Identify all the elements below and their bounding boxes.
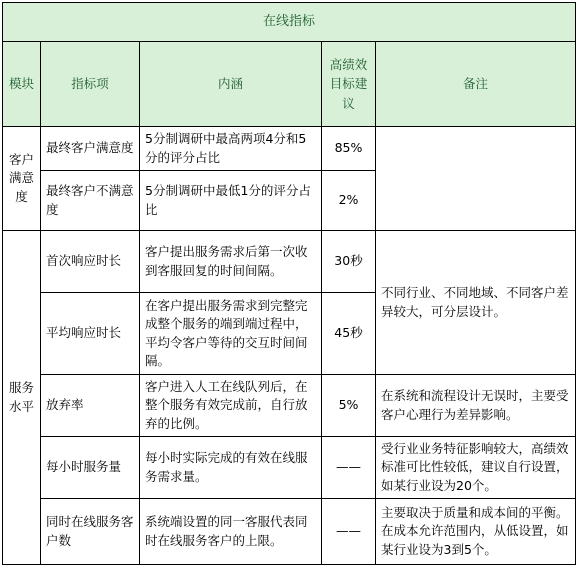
item-cell: 放弃率 [41, 375, 140, 437]
online-indicators-table [2, 2, 576, 565]
target-cell: 85% [322, 127, 376, 171]
shared-remark-cell: 不同行业、不同地域、不同客户差异较大，可分层设计。 [376, 231, 576, 375]
table-row [3, 127, 576, 171]
meaning-cell: 在客户提出服务需求到完整完成整个服务的端到端过程中，平均令客户等待的交互时间间隔。 [140, 293, 322, 375]
table-title: 在线指标 [3, 3, 576, 42]
table-row [3, 231, 576, 293]
table-row [3, 437, 576, 499]
header-item: 指标项 [41, 42, 140, 127]
remark-cell [376, 127, 576, 231]
table-row [3, 375, 576, 437]
header-meaning: 内涵 [140, 42, 322, 127]
module-cell-service-level: 服务水平 [3, 231, 41, 565]
meaning-cell: 每小时实际完成的有效在线服务需求量。 [140, 437, 322, 499]
meaning-cell: 系统端设置的同一客服代表同时在线服务客户的上限。 [140, 499, 322, 565]
header-target: 高绩效目标建议 [322, 42, 376, 127]
target-cell: 30秒 [322, 231, 376, 293]
item-cell: 首次响应时长 [41, 231, 140, 293]
meaning-cell: 客户进入人工在线队列后，在整个服务有效完成前，自行放弃的比例。 [140, 375, 322, 437]
item-cell: 平均响应时长 [41, 293, 140, 375]
item-cell: 最终客户不满意度 [41, 171, 140, 231]
meaning-cell: 5分制调研中最低1分的评分占比 [140, 171, 322, 231]
table-row [3, 499, 576, 565]
target-cell: —— [322, 437, 376, 499]
header-module: 模块 [3, 42, 41, 127]
item-cell: 同时在线服务客户数 [41, 499, 140, 565]
meaning-cell: 5分制调研中最高两项4分和5分的评分占比 [140, 127, 322, 171]
target-cell: 45秒 [322, 293, 376, 375]
item-cell: 每小时服务量 [41, 437, 140, 499]
remark-cell: 主要取决于质量和成本间的平衡。在成本允许范围内，从低设置，如某行业设为3到5个。 [376, 499, 576, 565]
target-cell: 5% [322, 375, 376, 437]
module-cell-satisfaction: 客户满意度 [3, 127, 41, 231]
target-cell: 2% [322, 171, 376, 231]
remark-cell: 在系统和流程设计无误时，主要受客户心理行为差异影响。 [376, 375, 576, 437]
target-cell: —— [322, 499, 376, 565]
meaning-cell: 客户提出服务需求后第一次收到客服回复的时间间隔。 [140, 231, 322, 293]
item-cell: 最终客户满意度 [41, 127, 140, 171]
remark-cell: 受行业业务特征影响较大，高绩效标准可比性较低，建议自行设置，如某行业设为20个。 [376, 437, 576, 499]
header-remark: 备注 [376, 42, 576, 127]
